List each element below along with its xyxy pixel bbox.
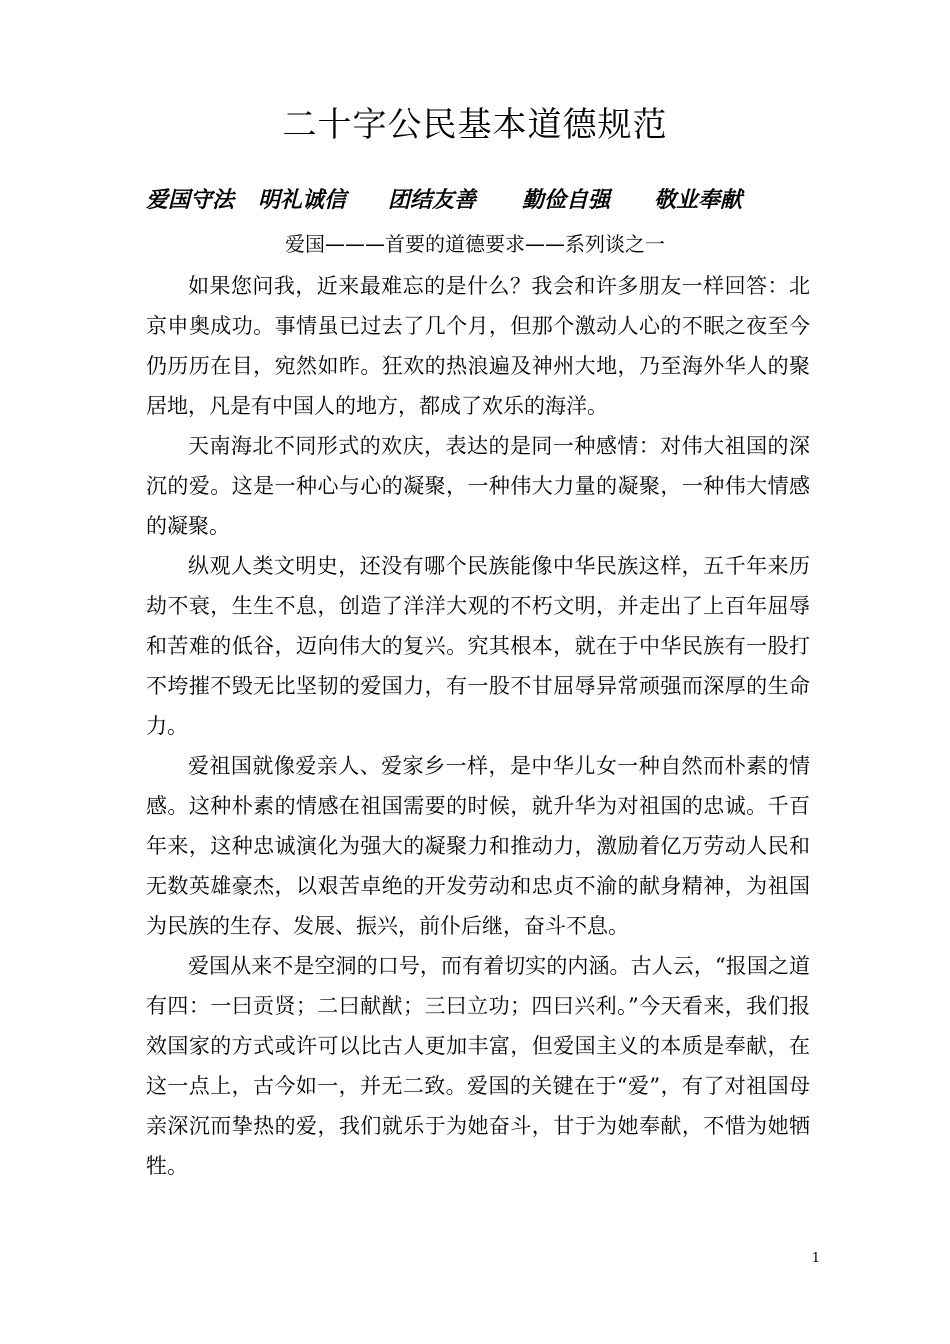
page-number: 1 [811,1251,820,1266]
page-title: 二十字公民基本道德规范 [282,105,668,145]
article-body [146,266,810,1186]
motto-item: 勤俭自强 [522,187,611,213]
paragraph: 纵观人类文明史，还没有哪个民族能像中华民族这样，五千年来历劫不衰，生生不息，创造了洋洋大观的不朽文明，并走出了上百年屈辱和苦难的低谷，迈向伟大的复兴。究其根本，就在于中华民族有一股打不垮摧不毁无比坚韧的爱国力，有一股不甘屈辱异常顽强而深厚的生命力。 [146,554,810,738]
article-subtitle: 爱国———首要的道德要求——系列谈之一 [285,232,665,256]
paragraph: 爱祖国就像爱亲人、爱家乡一样，是中华儿女一种自然而朴素的情感。这种朴素的情感在祖国需要的时候，就升华为对祖国的忠诚。千百年来，这种忠诚演化为强大的凝聚力和推动力，激励着亿万劳动人民和无数英雄豪杰，以艰苦卓绝的开发劳动和忠贞不渝的献身精神，为祖国为民族的生存、发展、振兴，前仆后继，奋斗不息。 [146,754,810,938]
motto-item: 团结友善 [388,187,477,213]
paragraph: 天南海北不同形式的欢庆，表达的是同一种感情：对伟大祖国的深沉的爱。这是一种心与心的凝聚，一种伟大力量的凝聚，一种伟大情感的凝聚。 [146,434,810,538]
motto-item: 爱国守法 [146,187,235,213]
paragraph: 爱国从来不是空洞的口号，而有着切实的内涵。古人云，“报国之道有四：一曰贡贤；二曰献猷；三曰立功；四曰兴利。”今天看来，我们报效国家的方式或许可以比古人更加丰富，但爱国主义的本质是奉献，在这一点上，古今如一，并无二致。爱国的关键在于“爱”，有了对祖国母亲深沉而挚热的爱，我们就乐于为她奋斗，甘于为她奉献，不惜为她牺牲。 [146,954,810,1178]
paragraph: 如果您问我，近来最难忘的是什么？我会和许多朋友一样回答：北京申奥成功。事情虽已过去了几个月，但那个激动人心的不眠之夜至今仍历历在目，宛然如昨。狂欢的热浪遍及神州大地，乃至海外华人的聚居地，凡是有中国人的地方，都成了欢乐的海洋。 [146,274,810,418]
motto-line [146,182,846,218]
motto-item: 敬业奉献 [654,187,743,213]
motto-item: 明礼诚信 [258,187,347,213]
